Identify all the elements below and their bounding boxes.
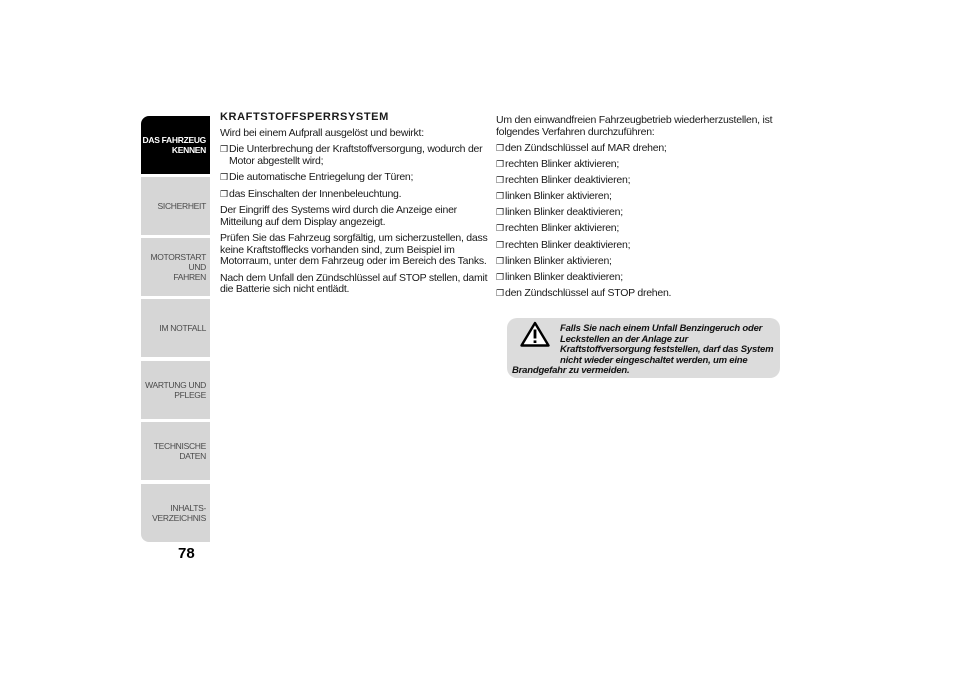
list-item: [220, 189, 492, 201]
list-item-text: linken Blinker deaktivieren;: [505, 206, 623, 219]
list-item: [496, 223, 781, 235]
section-heading: KRAFTSTOFFSPERRSYSTEM: [220, 111, 389, 123]
list-item: [496, 175, 781, 187]
intro-text: Wird bei einem Aufprall ausgelöst und bewirkt:: [220, 126, 424, 139]
checkbox-bullet-icon: ❒: [496, 143, 504, 153]
warning-text: Falls Sie nach einem Unfall Benzingeruch oder Leckstellen an der Anlage zur Kraftstoffversorgung feststellen, darf das System nicht wieder eingeschaltet werden, um eine Brandgefahr zu vermeiden.: [512, 323, 774, 376]
list-item-text: das Einschalten der Innenbeleuchtung.: [229, 187, 402, 200]
list-item-text: den Zündschlüssel auf STOP drehen.: [505, 286, 672, 299]
list-item: [220, 172, 492, 184]
list-item: [220, 144, 492, 167]
procedure-intro: Um den einwandfreien Fahrzeugbetrieb wiederherzustellen, ist folgendes Verfahren durchzuführen:: [496, 114, 773, 138]
tab-technische-daten[interactable]: TECHNISCHE DATEN: [141, 422, 211, 480]
checkbox-bullet-icon: ❒: [496, 223, 504, 234]
checkbox-bullet-icon: ❒: [496, 191, 504, 202]
page-number: 78: [178, 545, 195, 562]
tab-motorstart-und-fahren[interactable]: MOTORSTART UND FAHREN: [141, 238, 211, 296]
paragraph: Nach dem Unfall den Zündschlüssel auf STOP stellen, damit die Batterie sich nicht entlädt.: [220, 271, 488, 295]
list-item-text: Die automatische Entriegelung der Türen;: [229, 171, 414, 183]
checkbox-bullet-icon: ❒: [496, 287, 504, 298]
list-item-text: linken Blinker deaktivieren;: [505, 270, 623, 283]
right-column: [496, 115, 781, 304]
list-item-text: Die Unterbrechung der Kraftstoffversorgung, wodurch der Motor abgestellt wird;: [229, 143, 483, 167]
checkbox-bullet-icon: ❒: [496, 271, 504, 282]
checkbox-bullet-icon: ❒: [220, 144, 228, 154]
list-item-text: rechten Blinker deaktivieren;: [505, 174, 631, 187]
left-column: [220, 112, 492, 301]
list-item: [496, 207, 781, 219]
checkbox-bullet-icon: ❒: [496, 207, 504, 218]
checkbox-bullet-icon: ❒: [496, 175, 504, 186]
list-item-text: den Zündschlüssel auf MAR drehen;: [505, 142, 667, 154]
paragraph: Prüfen Sie das Fahrzeug sorgfältig, um sicherzustellen, dass keine Kraftstofflecks vorhanden sind, zum Beispiel im Motorraum, unter dem Fahrzeug oder im Bereich des Tanks.: [220, 232, 488, 267]
tab-sicherheit[interactable]: SICHERHEIT: [141, 177, 211, 235]
tab-inhaltsverzeichnis[interactable]: INHALTS- VERZEICHNIS: [141, 484, 211, 542]
warning-box: [507, 318, 780, 378]
checkbox-bullet-icon: ❒: [496, 239, 504, 250]
checkbox-bullet-icon: ❒: [496, 159, 504, 170]
list-item: [496, 256, 781, 268]
list-item-text: linken Blinker aktivieren;: [505, 254, 612, 267]
paragraph: Der Eingriff des Systems wird durch die Anzeige einer Mitteilung auf dem Display angezeigt.: [220, 204, 457, 228]
tab-im-notfall[interactable]: IM NOTFALL: [141, 299, 211, 357]
tab-wartung-und-pflege[interactable]: WARTUNG UND PFLEGE: [141, 361, 211, 419]
list-item-text: linken Blinker aktivieren;: [505, 190, 612, 203]
list-item: [496, 143, 781, 155]
tab-das-fahrzeug-kennen[interactable]: DAS FAHRZEUG KENNEN: [141, 116, 211, 174]
list-item: [496, 159, 781, 171]
list-item: [496, 240, 781, 252]
list-item: [496, 288, 781, 300]
checkbox-bullet-icon: ❒: [220, 188, 228, 199]
list-item-text: rechten Blinker aktivieren;: [505, 222, 620, 235]
list-item: [496, 191, 781, 203]
list-item-text: rechten Blinker aktivieren;: [505, 158, 620, 171]
list-item-text: rechten Blinker deaktivieren;: [505, 238, 631, 251]
checkbox-bullet-icon: ❒: [496, 255, 504, 266]
checkbox-bullet-icon: ❒: [220, 172, 228, 182]
list-item: [496, 272, 781, 284]
